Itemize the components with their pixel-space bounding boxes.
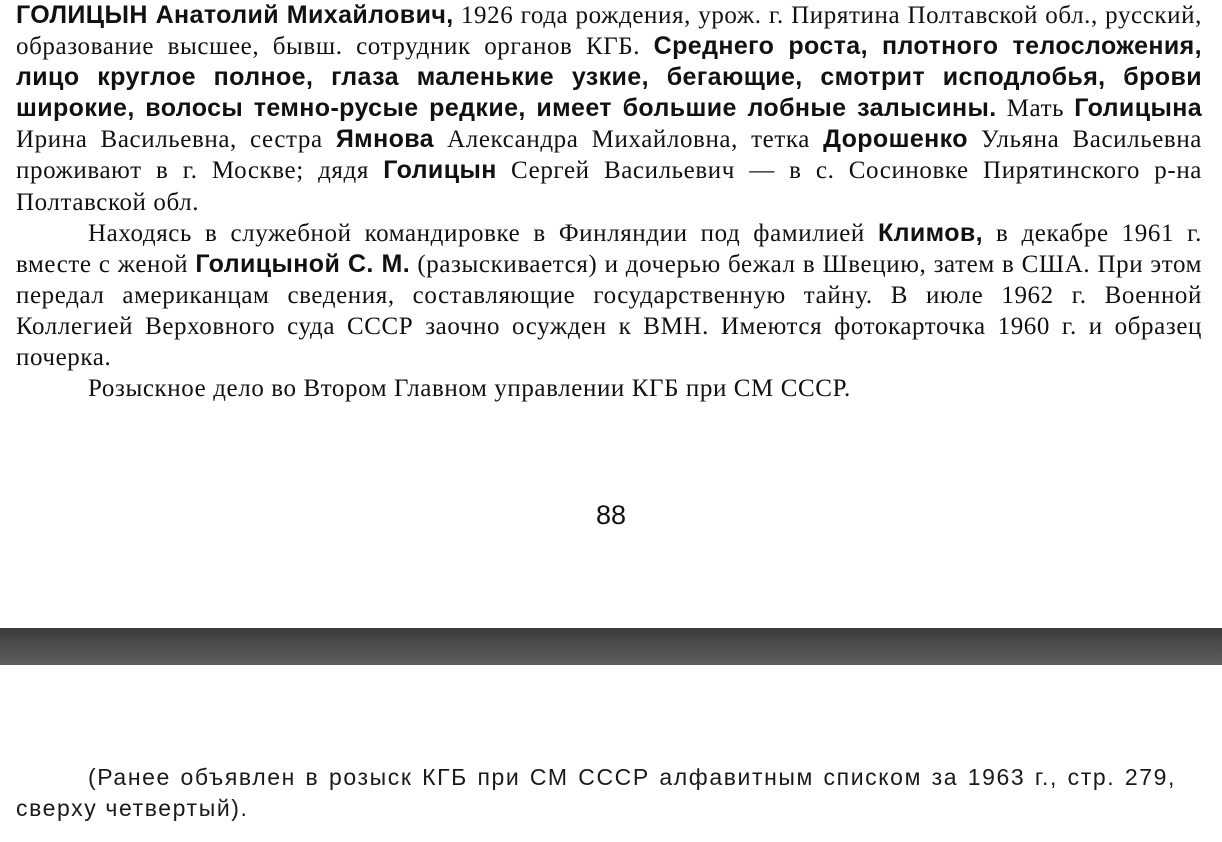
entry-paragraph-case-file (16, 373, 1202, 404)
defection-text: (разыскивается) и дочерью бежал в Швецию, затем в США. При этом передал американцам сведения, составляющие государственную тайну. В июле 1962 г. Военной Коллегией Верховного суда СССР заочно осужден к ВМН. Имеются фотокарточка 1960 г. и образец почерка. (16, 250, 1202, 372)
birth-info: 1926 года рождения, урож. г. Пирятина Полтавской обл., русский, образование высшее, бывш. сотрудник органов КГБ. (16, 2, 1202, 61)
wife-name: Голицыной С. М. (195, 249, 411, 278)
entry-paragraph-personal (16, 0, 1202, 218)
relatives-text: Ульяна Васильевна проживают в г. Москве; дядя (16, 126, 1202, 185)
entry-paragraph-defection (16, 218, 1202, 373)
relatives-text: Мать (996, 95, 1075, 123)
relative-name: Голицына (1074, 94, 1203, 123)
defection-text: в декабре 1961 г. вместе с женой (16, 219, 1202, 278)
person-name: ГОЛИЦЫН Анатолий Михайлович, (16, 1, 454, 29)
relatives-text: Сергей Васильевич — в с. Сосиновке Пирятинского р-на Полтавской обл. (16, 157, 1202, 216)
page-number: 88 (595, 500, 627, 530)
defection-text: Находясь в служебной командировке в Финляндии под фамилией (88, 219, 878, 247)
case-file-text: Розыскное дело во Втором Главном управлении КГБ при СМ СССР. (88, 375, 851, 403)
footnote-text: (Ранее объявлен в розыск КГБ при СМ СССР алфавитным списком за 1963 г., стр. 279, сверху четвертый). (16, 764, 1176, 821)
relative-name: Голицын (383, 156, 497, 185)
relative-name: Дорошенко (823, 125, 968, 154)
relatives-text: Александра Михайловна, тетка (434, 126, 824, 154)
relative-name: Ямнова (335, 125, 434, 154)
physical-description: Среднего роста, плотного телосложения, лицо круглое полное, глаза маленькие узкие, бегающие, смотрит исподлобья, брови широкие, волосы темно-русые редкие, имеет большие лобные залысины. (16, 32, 1202, 123)
entry-text-block (16, 0, 1202, 404)
page-divider (0, 628, 1222, 665)
relatives-text: Ирина Васильевна, сестра (16, 126, 336, 154)
alias-name: Климов, (877, 218, 983, 247)
